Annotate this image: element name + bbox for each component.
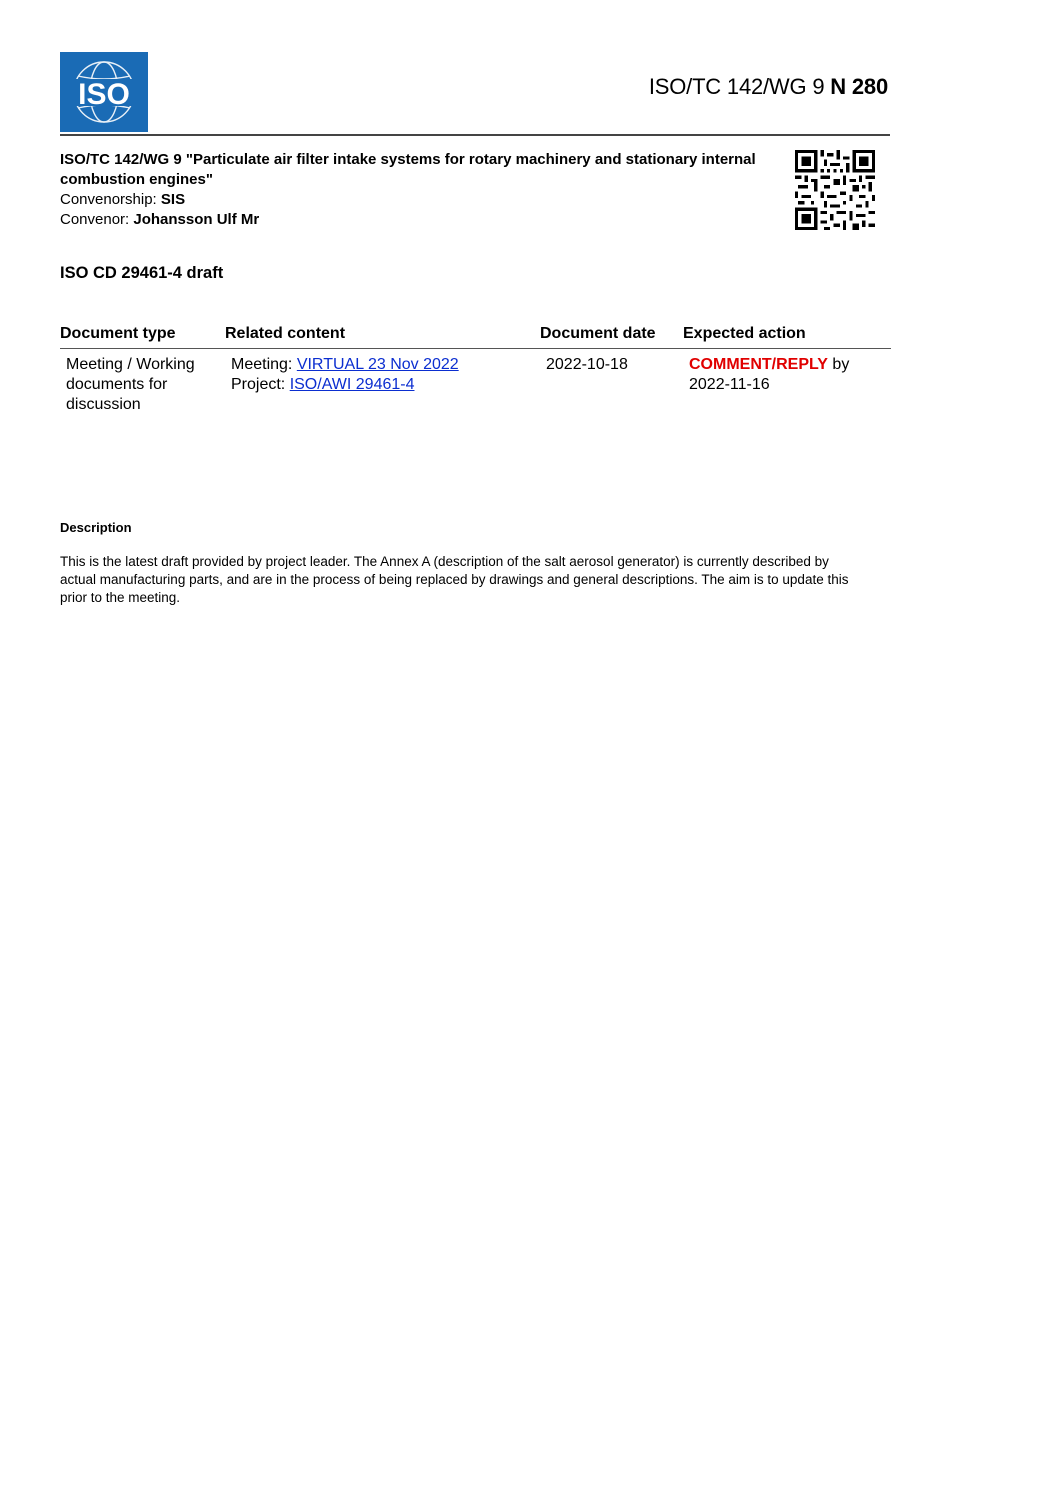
doc-ref-prefix: ISO/TC 142/WG 9 [648, 74, 825, 99]
header-document-date: Document date [540, 324, 683, 349]
iso-logo [60, 52, 148, 132]
project-title: ISO CD 29461-4 draft [60, 264, 224, 282]
action-deadline: 2022-11-16 [689, 376, 770, 393]
committee-info [60, 150, 760, 230]
logo-text: ISO [78, 78, 130, 111]
qr-code-icon [795, 150, 875, 230]
convenorship-line: Convenorship: SIS [60, 191, 186, 208]
cell-document-type: Meeting / Working documents for discussion [66, 356, 195, 413]
doc-ref-number: N 280 [830, 74, 888, 99]
cell-related-content [225, 349, 540, 416]
convenorship-value: SIS [160, 191, 186, 208]
header-related-content: Related content [225, 324, 540, 349]
header-divider [60, 134, 890, 136]
document-metadata-table [60, 324, 891, 415]
document-reference [649, 74, 888, 100]
convenor-line: Convenor: Johansson Ulf Mr [60, 211, 260, 228]
description-heading: Description [60, 520, 132, 535]
meeting-link[interactable]: VIRTUAL 23 Nov 2022 [296, 356, 459, 373]
cell-document-date: 2022-10-18 [546, 356, 628, 373]
action-label: COMMENT/REPLY [689, 356, 828, 373]
header-expected-action: Expected action [683, 324, 891, 349]
convenor-value: Johansson Ulf Mr [133, 211, 260, 228]
cell-expected-action: COMMENT/REPLY by 2022-11-16 [689, 356, 850, 393]
header-document-type: Document type [60, 324, 225, 349]
table-header-row [60, 324, 891, 349]
project-link[interactable]: ISO/AWI 29461-4 [289, 376, 415, 393]
project-line: Project: ISO/AWI 29461-4 [231, 376, 415, 393]
description-text: This is the latest draft provided by project leader. The Annex A (description of the salt aerosol generator) is currently described by actual manufacturing parts, and are in the process of being replaced by drawings and general descriptions. The aim is to update this prior to the meeting. [60, 554, 849, 605]
committee-title: ISO/TC 142/WG 9 "Particulate air filter intake systems for rotary machinery and stationary internal combustion engines" [60, 151, 756, 188]
meeting-line: Meeting: VIRTUAL 23 Nov 2022 [231, 356, 459, 373]
table-row [60, 349, 891, 416]
